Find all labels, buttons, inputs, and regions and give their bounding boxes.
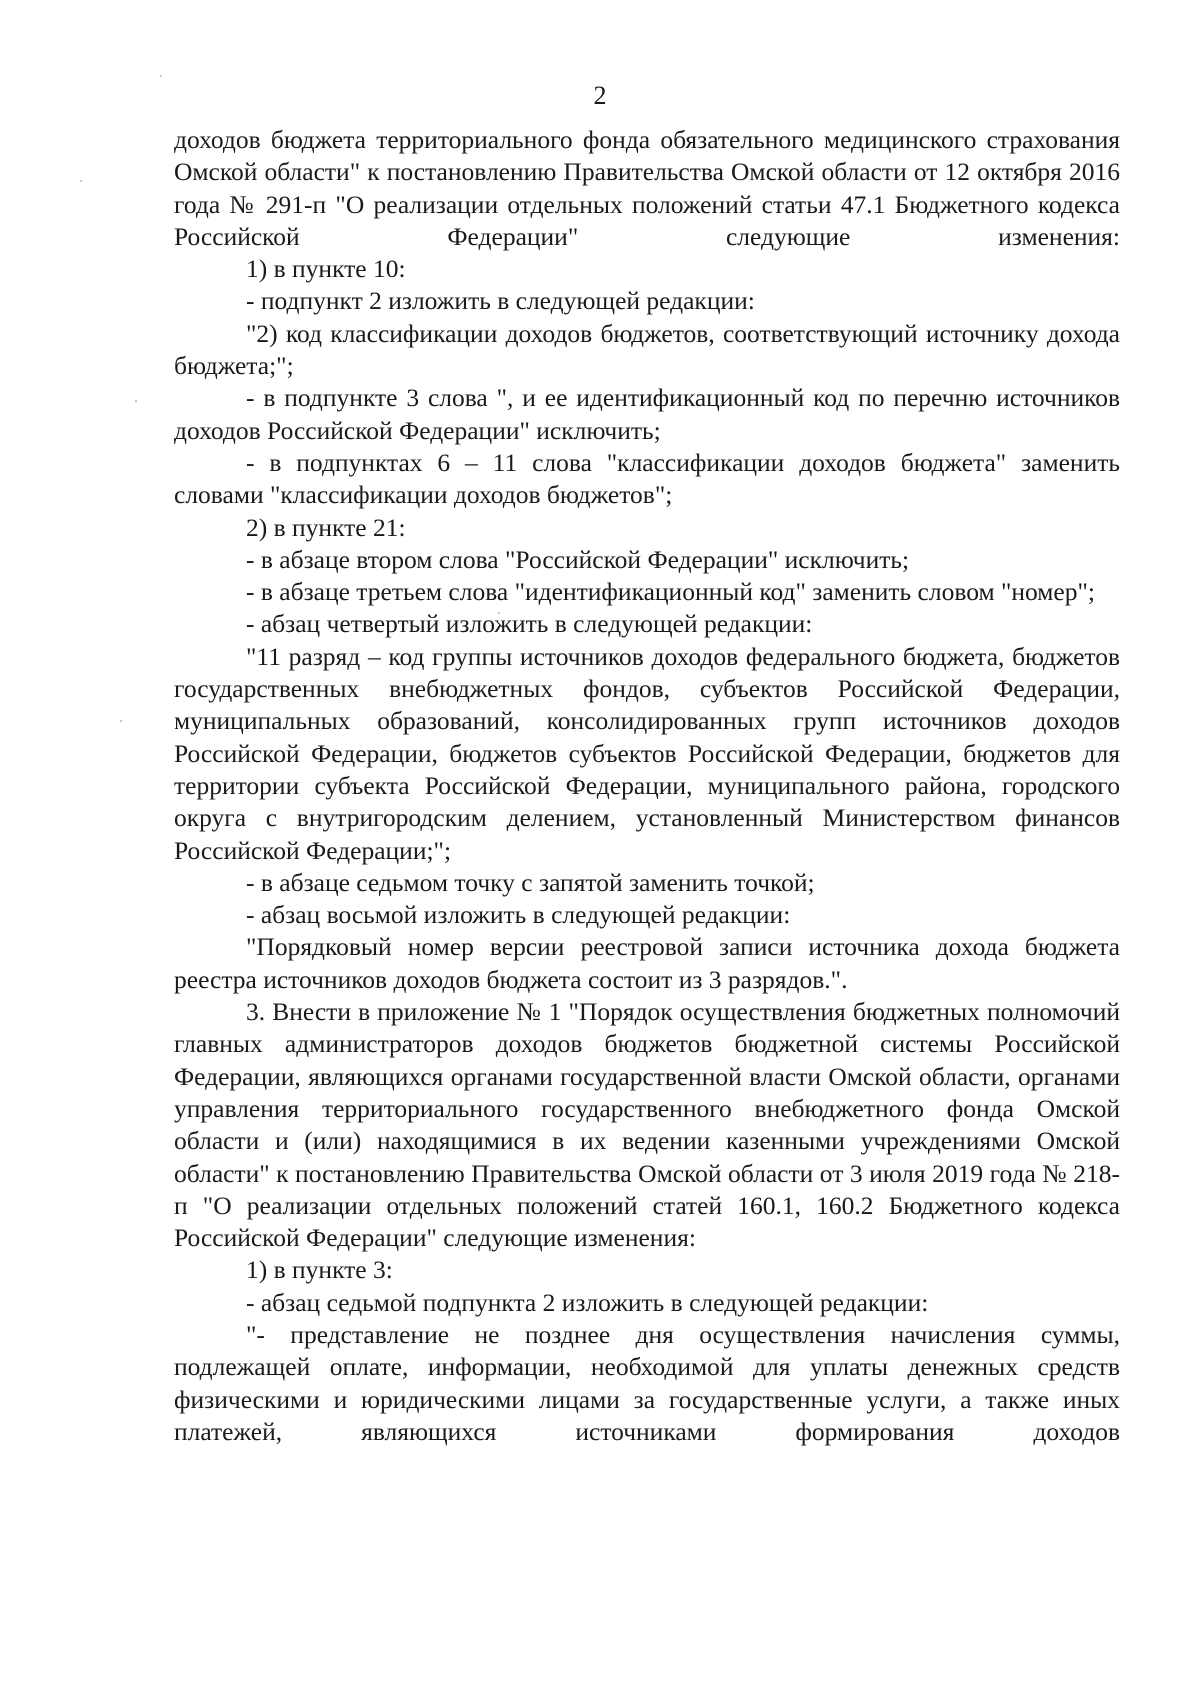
paragraph-subitem: - подпункт 2 изложить в следующей редакции: <box>246 286 755 316</box>
paragraph-subitem: - в абзаце третьем слова "идентификационный код" заменить словом "номер"; <box>246 577 1095 607</box>
paragraph-subitem: - абзац четвертый изложить в следующей редакции: <box>246 609 813 639</box>
paragraph-subitem: - в подпункте 3 слова ", и ее идентификационный код по перечню источников доходов Российской Федерации" исключить; <box>174 383 1120 445</box>
paragraph-item-2: 2) в пункте 21: <box>246 512 406 542</box>
scan-speck <box>120 720 122 722</box>
paragraph-subitem: - абзац седьмой подпункта 2 изложить в следующей редакции: <box>246 1287 929 1317</box>
document-body <box>174 124 1120 1448</box>
paragraph-item-1: 1) в пункте 10: <box>246 254 406 284</box>
paragraph-intro: доходов бюджета территориального фонда обязательного медицинского страхования Омской области" к постановлению Правительства Омской области от 12 октября 2016 года № 291-п "О реализации отдельных положений статьи 47.1 Бюджетного кодекса Российской Федерации" следующие изменения: <box>174 125 1120 251</box>
paragraph-section-3: 3. Внести в приложение № 1 "Порядок осуществления бюджетных полномочий главных администраторов доходов бюджетов бюджетной системы Российской Федерации, являющихся органами государственной власти Омской области, органами управления территориального государственного внебюджетного фонда Омской области и (или) находящимися в их ведении казенными учреждениями Омской области" к постановлению Правительства Омской области от 3 июля 2019 года № 218-п "О реализации отдельных положений статей 160.1, 160.2 Бюджетного кодекса Российской Федерации" следующие изменения: <box>174 997 1120 1253</box>
paragraph-subitem: - в подпунктах 6 – 11 слова "классификации доходов бюджета" заменить словами "классификации доходов бюджетов"; <box>174 447 1120 510</box>
paragraph-subitem: - в абзаце седьмом точку с запятой заменить точкой; <box>246 867 815 897</box>
page-number: 2 <box>593 81 607 110</box>
paragraph-quote: "2) код классификации доходов бюджетов, соответствующий источнику дохода бюджета;"; <box>174 318 1120 381</box>
scan-speck <box>160 75 162 77</box>
scan-speck <box>80 180 82 182</box>
paragraph-quote: "Порядковый номер версии реестровой записи источника дохода бюджета реестра источников доходов бюджета состоит из 3 разрядов.". <box>174 932 1120 994</box>
paragraph-subitem: - в абзаце втором слова "Российской Федерации" исключить; <box>246 544 910 574</box>
paragraph-item-1: 1) в пункте 3: <box>246 1255 393 1285</box>
paragraph-subitem: - абзац восьмой изложить в следующей редакции: <box>246 900 791 930</box>
scan-speck <box>135 400 137 402</box>
paragraph-quote: "11 разряд – код группы источников доходов федерального бюджета, бюджетов государственных внебюджетных фондов, субъектов Российской Федерации, муниципальных образований, консолидированных групп источников доходов Российской Федерации, бюджетов субъектов Российской Федерации, бюджетов для территории субъекта Российской Федерации, муниципального района, городского округа с внутригородским делением, установленный Министерством финансов Российской Федерации;"; <box>174 641 1120 865</box>
paragraph-quote: "- представление не позднее дня осуществления начисления суммы, подлежащей оплате, информации, необходимой для уплаты денежных средств физическими и юридическими лицами за государственные услуги, а также иных платежей, являющихся источниками формирования доходов <box>174 1319 1120 1446</box>
